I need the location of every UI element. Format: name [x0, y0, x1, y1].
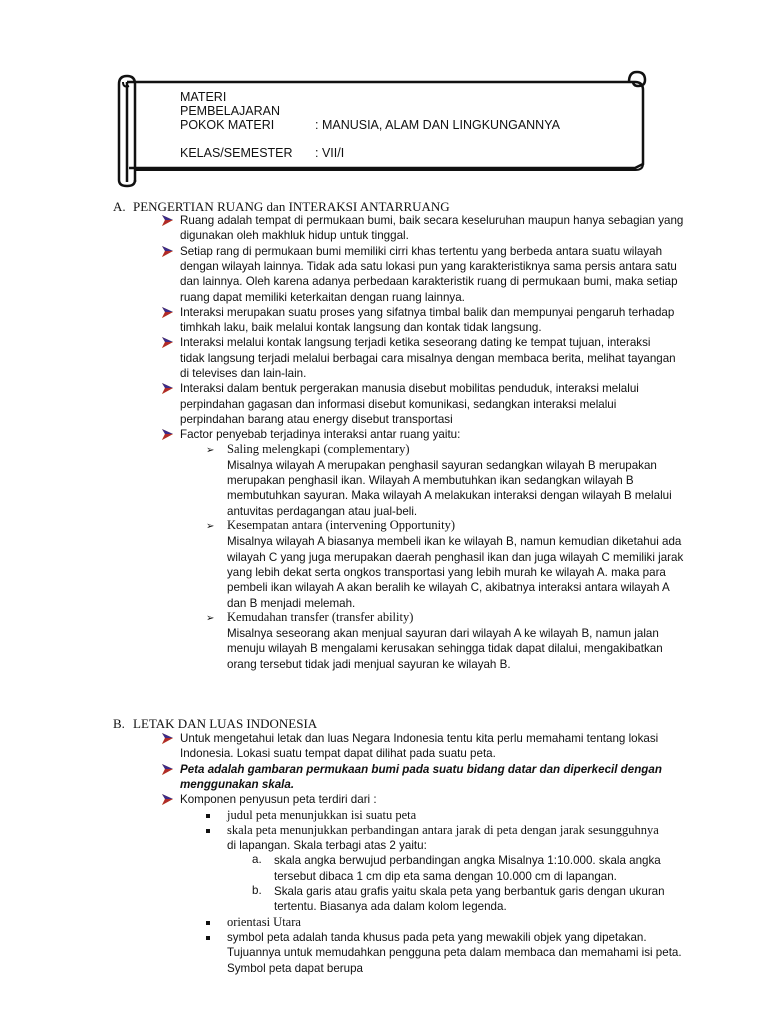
- header-row-2: [180, 118, 560, 132]
- arrowhead-bullet-icon: ➢: [206, 612, 215, 624]
- arrowhead-bullet-icon: ➢: [206, 521, 215, 532]
- definition-text: Peta adalah gambaran permukaan bumi pada suatu bidang datar dan diperkecil dengan: [180, 762, 662, 776]
- header-row-1: [180, 90, 315, 118]
- section-title: LETAK DAN LUAS INDONESIA: [133, 716, 318, 731]
- arrow-bullet-icon: [161, 763, 174, 776]
- factor-text: Misalnya wilayah A biasanya membeli ikan ke wilayah B, namun kemudian diketahui ada: [227, 535, 682, 549]
- header-row-3: [180, 146, 344, 160]
- bullet-text: Interaksi melalui kontak langsung terjadi ketika seseorang dating ke tempat tujuan, interaksi: [180, 336, 651, 350]
- header-value: : MANUSIA, ALAM DAN LINGKUNGANNYA: [315, 118, 560, 132]
- bullet-text: dengan wilayah lainnya. Tidak ada satu lokasi pun yang karakteristiknya sama persis antara satu: [180, 259, 677, 273]
- factor-text: membutuhkan sayuran. Maka wilayah A melakukan interaksi dengan wilayah B melalui: [227, 489, 672, 503]
- arrow-bullet-icon: [161, 428, 174, 441]
- scale-type-text: tertentu. Biasanya ada dalam kolom legenda.: [274, 900, 507, 914]
- bullet-text: tidak langsung terjadi melalui berbagai cara misalnya dengan membaca berita, melihat tayangan: [180, 351, 676, 365]
- header-key: KELAS/SEMESTER: [180, 146, 293, 160]
- arrow-bullet-icon: [161, 336, 174, 349]
- section-letter: B.: [113, 716, 125, 731]
- arrow-bullet-icon: [161, 732, 174, 745]
- header-key: POKOK MATERI: [180, 118, 275, 132]
- bullet-text: Ruang adalah tempat di permukaan bumi, baik secara keseluruhan maupun hanya sebagian yang: [180, 214, 684, 227]
- bullet-text: timhkah laku, baik melalui kontak langsung dan kontak tidak langsung.: [180, 321, 542, 335]
- section-b-heading: [113, 716, 317, 732]
- factor-text: yang lebih dekat serta ongkos transportasi yang lebih murah ke wilayah A. maka para: [227, 565, 666, 579]
- bullet-text: Interaksi dalam bentuk pergerakan manusia disebut mobilitas penduduk, interaksi melalui: [180, 382, 639, 396]
- scale-type-text: skala angka berwujud perbandingan angka Misalnya 1:10.000. skala angka: [274, 854, 661, 868]
- component-text: skala peta menunjukkan perbandingan antara jarak di peta dengan jarak sesungguhnya: [227, 822, 659, 837]
- factor-text: dan B menjadi melemah.: [227, 596, 356, 610]
- list-marker: a.: [252, 853, 262, 867]
- arrow-bullet-icon: [161, 214, 174, 227]
- bullet-text: dan lainnya. Oleh karena adanya perbedaan karakteristik ruang di permukaan bumi, maka setiap: [180, 275, 678, 289]
- scale-type-text: Skala garis atau grafis yaitu skala peta yang berbantuk garis dengan ukuran: [274, 885, 665, 898]
- bullet-text: di televises dan lain-lain.: [180, 367, 307, 380]
- factor-text: pembeli ikan wilayah A akan beralih ke wilayah C, akibatnya interaksi antara wilayah A: [227, 581, 670, 595]
- section-letter: A.: [113, 199, 126, 214]
- factor-title: Kesempatan antara (intervening Opportunity): [227, 518, 456, 532]
- header-value: : VII/I: [315, 146, 345, 160]
- component-text: Symbol peta dapat berupa: [227, 961, 364, 975]
- component-text: di lapangan. Skala terbagi atas 2 yaitu:: [227, 839, 427, 853]
- bullet-text: Interaksi merupakan suatu proses yang sifatnya timbal balik dan mempunyai pengaruh terhadap: [180, 305, 675, 319]
- arrow-bullet-icon: [161, 245, 174, 258]
- arrow-bullet-icon: [161, 382, 174, 395]
- factor-title: Saling melengkapi (complementary): [227, 441, 410, 456]
- list-marker: b.: [252, 884, 262, 897]
- factor-title: Kemudahan transfer (transfer ability): [227, 609, 414, 624]
- factor-text: antuvitas perdagangan atau jual-beli.: [227, 504, 418, 518]
- bullet-text: perpindahan barang atau energy disebut transportasi: [180, 412, 453, 426]
- bullet-text: digunakan oleh makhluk hidup untuk tinggal.: [180, 229, 409, 243]
- factor-text: Misalnya seseorang akan menjual sayuran dari wilayah A ke wilayah B, namun jalan: [227, 627, 659, 641]
- bullet-text: Factor penyebab terjadinya interaksi antar ruang yaitu:: [180, 428, 461, 442]
- arrowhead-bullet-icon: ➢: [206, 444, 215, 456]
- arrow-bullet-icon: [161, 306, 174, 319]
- component-text: Tujuannya untuk memudahkan pengguna peta dalam membaca dan memahami isi peta.: [227, 946, 682, 960]
- factor-text: wilayah C yang juga merupakan daerah penghasil ikan dan juga wilayah C memiliki jarak: [227, 550, 684, 564]
- square-bullet-icon: [206, 829, 210, 833]
- component-text: judul peta menunjukkan isi suatu peta: [227, 807, 417, 822]
- bullet-text: Setiap rang di permukaan bumi memiliki cirri khas tertentu yang berbeda antara suatu wilayah: [180, 244, 663, 258]
- factor-text: menuju wilayah B mengalami kerusakan sehingga tidak dapat dilalui, mengakibatkan: [227, 642, 663, 656]
- bullet-text: ruang dapat memiliki keterkaitan dengan ruang lainnya.: [180, 290, 465, 304]
- bullet-text: perpindahan gagasan dan informasi disebut komunikasi, sedangkan interaksi melalui: [180, 397, 617, 411]
- scale-type-text: tersebut dibaca 1 cm dip eta sama dengan 10.000 cm di lapangan.: [274, 869, 617, 883]
- component-text: symbol peta adalah tanda khusus pada peta yang mewakili objek yang dipetakan.: [227, 930, 647, 944]
- factor-text: orang tersebut tidak jadi menjual sayuran ke wilayah B.: [227, 657, 511, 671]
- square-bullet-icon: [206, 936, 210, 940]
- arrow-bullet-icon: [161, 793, 174, 806]
- intro-text: Untuk mengetahui letak dan luas Negara Indonesia tentu kita perlu memahami tentang lokasi: [180, 732, 659, 745]
- square-bullet-icon: [206, 921, 210, 925]
- definition-text: menggunakan skala.: [180, 777, 295, 791]
- header-key: MATERI PEMBELAJARAN: [180, 90, 281, 118]
- component-text: orientasi Utara: [227, 914, 301, 929]
- square-bullet-icon: [206, 814, 210, 818]
- section-title: PENGERTIAN RUANG dan INTERAKSI ANTARRUANG: [133, 199, 450, 214]
- intro-text: Indonesia. Lokasi suatu tempat dapat dilihat pada suatu peta.: [180, 747, 496, 761]
- components-intro: Komponen penyusun peta terdiri dari :: [180, 793, 377, 807]
- factor-text: Misalnya wilayah A merupakan penghasil sayuran sedangkan wilayah B merupakan: [227, 458, 657, 472]
- factor-text: merupakan penghasil ikan. Wilayah A membutuhkan ikan sedangkan wilayah B: [227, 474, 634, 488]
